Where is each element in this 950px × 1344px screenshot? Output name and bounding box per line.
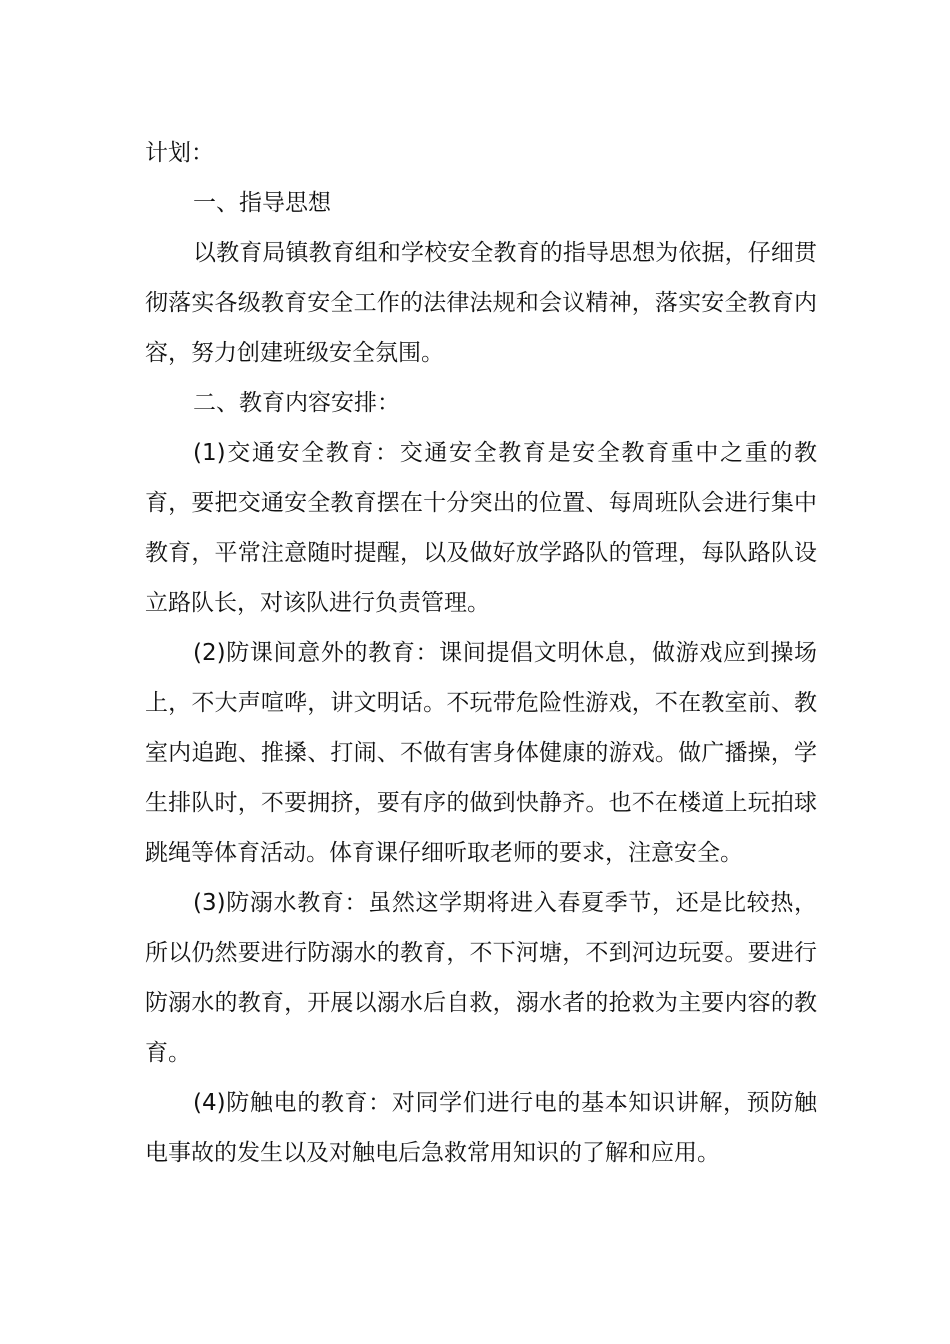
paragraph-traffic-safety: (1)交通安全教育：交通安全教育是安全教育重中之重的教育，要把交通安全教育摆在十分突出的位置、每周班队会进行集中教育，平常注意随时提醒，以及做好放学路队的管理，每队路队设立路队长，对该队进行负责管理。 [145,440,817,616]
document-body [145,128,817,1178]
section-heading-content-arrangement: 二、教育内容安排： [193,390,400,416]
plan-heading: 计划： [145,140,214,166]
paragraph-recess-safety: (2)防课间意外的教育：课间提倡文明休息，做游戏应到操场上，不大声喧哗，讲文明话。不玩带危险性游戏，不在教室前、教室内追跑、推搡、打闹、不做有害身体健康的游戏。做广播操，学生排队时，不要拥挤，要有序的做到快静齐。也不在楼道上玩拍球跳绳等体育活动。体育课仔细听取老师的要求，注意安全。 [145,640,817,866]
paragraph-drowning-prevention: (3)防溺水教育：虽然这学期将进入春夏季节，还是比较热，所以仍然要进行防溺水的教育，不下河塘，不到河边玩耍。要进行防溺水的教育，开展以溺水后自救，溺水者的抢救为主要内容的教育。 [145,890,817,1066]
paragraph-electric-shock-prevention: (4)防触电的教育：对同学们进行电的基本知识讲解，预防触电事故的发生以及对触电后急救常用知识的了解和应用。 [145,1090,817,1166]
section-heading-guiding-ideology: 一、指导思想 [193,190,331,216]
paragraph-guiding-ideology: 以教育局镇教育组和学校安全教育的指导思想为依据，仔细贯彻落实各级教育安全工作的法律法规和会议精神，落实安全教育内容，努力创建班级安全氛围。 [145,240,817,366]
